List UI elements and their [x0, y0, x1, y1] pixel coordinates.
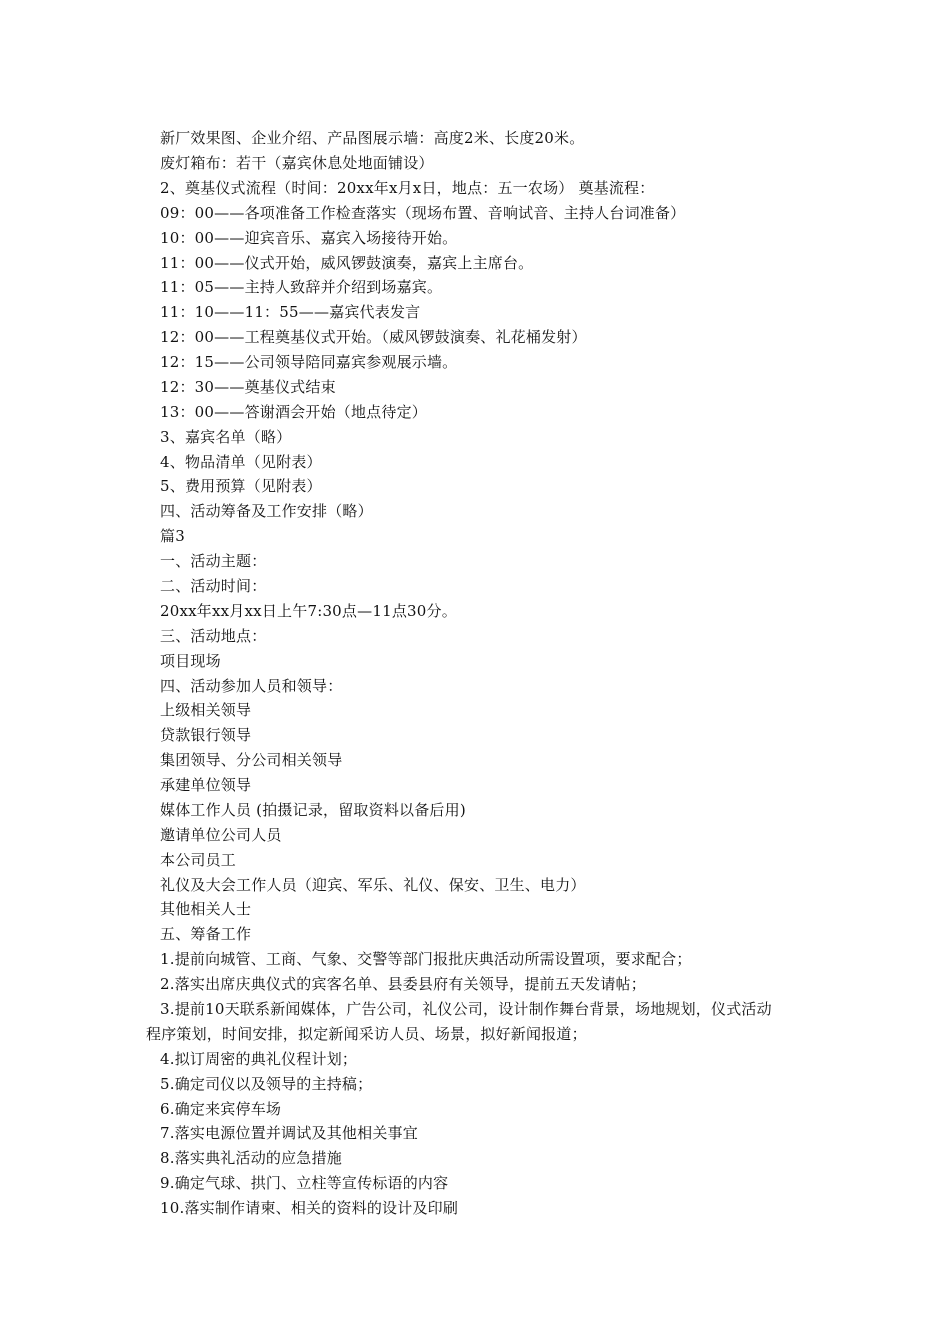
- text-line: 邀请单位公司人员: [160, 826, 282, 844]
- text-line: 11：05——主持人致辞并介绍到场嘉宾。: [160, 278, 443, 296]
- text-line: 11：00——仪式开始，威风锣鼓演奏，嘉宾上主席台。: [160, 254, 534, 272]
- text-line: 4、物品清单（见附表）: [160, 453, 322, 471]
- text-line: 程序策划，时间安排，拟定新闻采访人员、场景，拟好新闻报道；: [146, 1025, 587, 1043]
- text-line: 一、活动主题：: [160, 552, 267, 570]
- text-line: 5.确定司仪以及领导的主持稿；: [160, 1075, 373, 1093]
- text-line: 项目现场: [160, 652, 221, 670]
- text-line: 10.落实制作请柬、相关的资料的设计及印刷: [160, 1199, 459, 1217]
- text-line: 5、费用预算（见附表）: [160, 477, 322, 495]
- text-line: 三、活动地点：: [160, 627, 267, 645]
- text-line: 礼仪及大会工作人员（迎宾、军乐、礼仪、保安、卫生、电力）: [160, 876, 586, 894]
- text-line: 媒体工作人员 (拍摄记录，留取资料以备后用): [160, 801, 466, 819]
- text-line: 12：15——公司领导陪同嘉宾参观展示墙。: [160, 353, 458, 371]
- text-line: 1.提前向城管、工商、气象、交警等部门报批庆典活动所需设置项，要求配合；: [160, 950, 692, 968]
- text-line: 7.落实电源位置并调试及其他相关事宜: [160, 1124, 418, 1142]
- text-line: 废灯箱布：若干（嘉宾休息处地面铺设）: [160, 154, 434, 172]
- text-line: 上级相关领导: [160, 701, 252, 719]
- text-line: 2.落实出席庆典仪式的宾客名单、县委县府有关领导，提前五天发请帖；: [160, 975, 646, 993]
- text-line: 承建单位领导: [160, 776, 252, 794]
- text-line: 8.落实典礼活动的应急措施: [160, 1149, 342, 1167]
- text-line: 6.确定来宾停车场: [160, 1100, 282, 1118]
- text-line: 4.拟订周密的典礼仪程计划；: [160, 1050, 358, 1068]
- text-line: 10：00——迎宾音乐、嘉宾入场接待开始。: [160, 229, 458, 247]
- text-line: 12：30——奠基仪式结束: [160, 378, 336, 396]
- text-line: 09：00——各项准备工作检查落实（现场布置、音响试音、主持人台词准备）: [160, 204, 686, 222]
- text-line: 20xx年xx月xx日上午7:30点—11点30分。: [160, 602, 457, 620]
- text-line: 11：10——11：55——嘉宾代表发言: [160, 303, 421, 321]
- text-line: 3.提前10天联系新闻媒体，广告公司，礼仪公司，设计制作舞台背景，场地规划，仪式活动: [160, 1000, 772, 1018]
- text-line: 3、嘉宾名单（略）: [160, 428, 292, 446]
- text-line: 2、奠基仪式流程（时间：20xx年x月x日，地点：五一农场） 奠基流程：: [160, 179, 655, 197]
- text-line: 集团领导、分公司相关领导: [160, 751, 343, 769]
- text-line: 四、活动筹备及工作安排（略）: [160, 502, 373, 520]
- text-line: 其他相关人士: [160, 900, 252, 918]
- text-line: 12：00——工程奠基仪式开始。（威风锣鼓演奏、礼花桶发射）: [160, 328, 587, 346]
- text-line: 贷款银行领导: [160, 726, 252, 744]
- text-line: 五、筹备工作: [160, 925, 252, 943]
- text-line: 四、活动参加人员和领导：: [160, 677, 343, 695]
- text-line: 13：00——答谢酒会开始（地点待定）: [160, 403, 427, 421]
- section-heading: 篇3: [160, 527, 185, 545]
- text-line: 本公司员工: [160, 851, 237, 869]
- text-line: 二、活动时间：: [160, 577, 267, 595]
- text-line: 新厂效果图、企业介绍、产品图展示墙：高度2米、长度20米。: [160, 129, 585, 147]
- text-line: 9.确定气球、拱门、立柱等宣传标语的内容: [160, 1174, 449, 1192]
